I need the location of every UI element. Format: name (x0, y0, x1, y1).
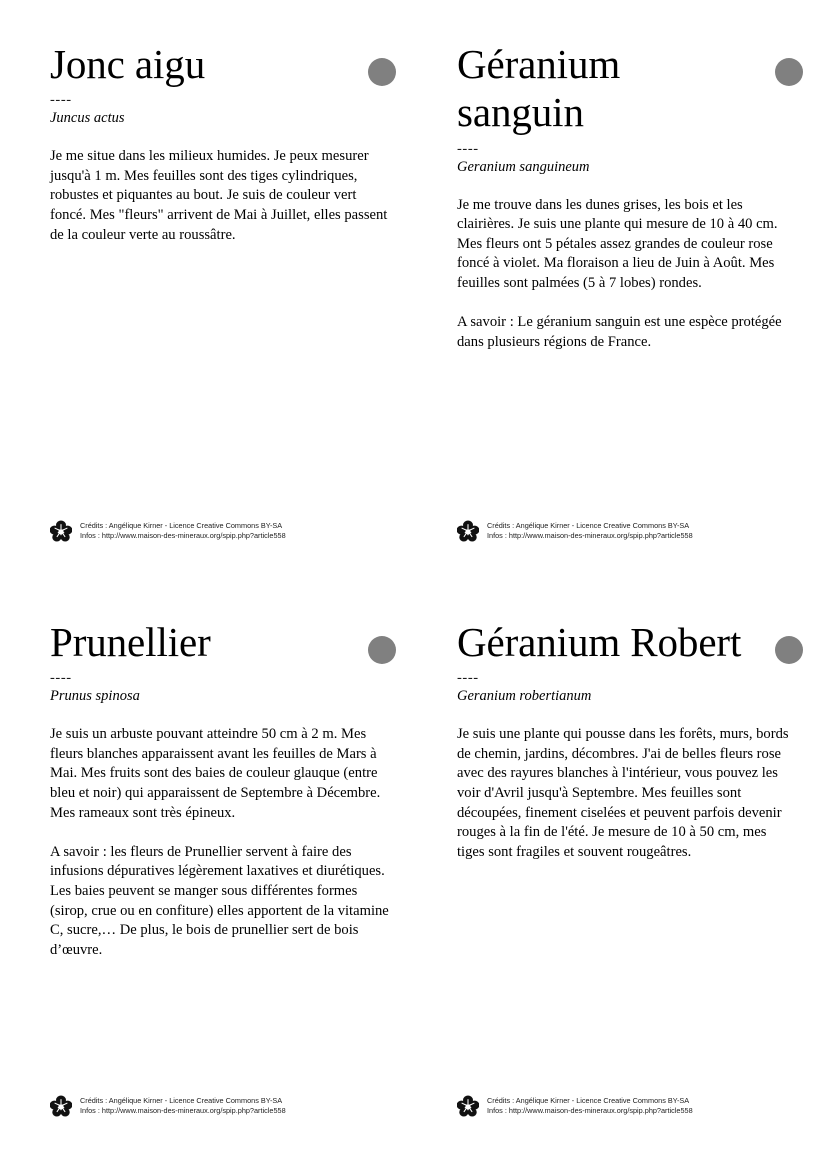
body-paragraph: A savoir : les fleurs de Prunellier servent à faire des infusions dépuratives légèrement laxatives et diurétiques. Les baies peuvent se manger sous différentes formes (sirop, crue ou en confiture) elles apportent de la vitamine C, sucre,… De plus, le bois de prunellier sert de bois d’œuvre. (50, 843, 389, 958)
separator-dashes: ---- (50, 95, 72, 108)
flower-logo-icon (50, 520, 72, 542)
card-footer (50, 519, 286, 542)
infos-line[interactable]: Infos : http://www.maison-des-mineraux.org/spip.php?article558 (80, 531, 286, 541)
card-footer (50, 1094, 286, 1117)
footer-text-block (80, 1094, 286, 1117)
card-footer (457, 1094, 693, 1117)
page-title: Jonc aigu (50, 41, 206, 87)
credits-line: Crédits : Angélique Kirner - Licence Creative Commons BY-SA (487, 521, 690, 530)
body-paragraph: A savoir : Le géranium sanguin est une espèce protégée dans plusieurs régions de France. (457, 314, 782, 350)
card-title-row (50, 40, 390, 88)
infos-line[interactable]: Infos : http://www.maison-des-mineraux.org/spip.php?article558 (487, 531, 693, 541)
page-title: Géranium Robert (457, 619, 742, 665)
latin-name: Geranium robertianum (457, 688, 592, 705)
infos-line[interactable]: Infos : http://www.maison-des-mineraux.org/spip.php?article558 (487, 1106, 693, 1116)
footer-text-block (487, 519, 693, 542)
card-title-row (457, 40, 797, 137)
body-paragraph: Je me trouve dans les dunes grises, les bois et les clairières. Je suis une plante qui mesure de 10 à 40 cm. Mes fleurs ont 5 pétales assez grandes de couleur rose foncé à violet. Ma floraison a lieu de Juin à Août. Mes feuilles sont palmées (5 à 7 lobes) rondes. (457, 196, 778, 291)
credits-line: Crédits : Angélique Kirner - Licence Creative Commons BY-SA (80, 1096, 283, 1105)
gray-dot-marker (368, 58, 396, 86)
separator-dashes: ---- (457, 143, 479, 156)
latin-name: Prunus spinosa (50, 688, 140, 705)
gray-dot-marker (775, 636, 803, 664)
plant-card-prunellier (50, 618, 390, 960)
flower-logo-icon (457, 1095, 479, 1117)
card-paragraphs (50, 147, 390, 245)
plant-card-geranium-robert (457, 618, 797, 862)
separator-dashes: ---- (50, 673, 72, 686)
card-footer (457, 519, 693, 542)
latin-name: Geranium sanguineum (457, 158, 590, 175)
body-paragraph: Je suis un arbuste pouvant atteindre 50 cm à 2 m. Mes fleurs blanches apparaissent avant les feuilles de Mars à Mai. Mes fruits sont des baies de couleur glauque (entre bleu et noir) qui apparaissent de Septembre à Décembre. Mes rameaux sont très épineux. (50, 726, 381, 821)
card-paragraphs (50, 725, 390, 960)
card-paragraphs (457, 196, 797, 353)
credits-line: Crédits : Angélique Kirner - Licence Creative Commons BY-SA (80, 521, 283, 530)
footer-text-block (80, 519, 286, 542)
card-title-row (457, 618, 797, 666)
plant-card-geranium-sanguin (457, 40, 797, 352)
gray-dot-marker (775, 58, 803, 86)
gray-dot-marker (368, 636, 396, 664)
infos-line[interactable]: Infos : http://www.maison-des-mineraux.org/spip.php?article558 (80, 1106, 286, 1116)
body-paragraph: Je suis une plante qui pousse dans les forêts, murs, bords de chemin, jardins, décombres. J'ai de belles fleurs rose avec des rayures blanches à l'intérieur, vous pouvez les voir d'Avril jusqu'à Septembre. Mes feuilles sont découpées, finement ciselées et peuvent parfois devenir rouges à la fin de l'été. Je mesure de 10 à 50 cm, mes tiges sont fragiles et souvent rougeâtres. (457, 726, 789, 860)
card-title-row (50, 618, 390, 666)
footer-text-block (487, 1094, 693, 1117)
plant-card-jonc-aigu (50, 40, 390, 245)
flower-logo-icon (50, 1095, 72, 1117)
body-paragraph: Je me situe dans les milieux humides. Je peux mesurer jusqu'à 1 m. Mes feuilles sont des tiges cylindriques, robustes et piquantes au bout. Je suis de couleur vert foncé. Mes "fleurs" arrivent de Mai à Juillet, elles passent de la couleur verte au roussâtre. (50, 148, 388, 243)
page-title: Géranium sanguin (457, 41, 621, 136)
credits-line: Crédits : Angélique Kirner - Licence Creative Commons BY-SA (487, 1096, 690, 1105)
page-title: Prunellier (50, 619, 211, 665)
flower-logo-icon (457, 520, 479, 542)
separator-dashes: ---- (457, 673, 479, 686)
card-paragraphs (457, 725, 797, 862)
latin-name: Juncus actus (50, 110, 125, 127)
